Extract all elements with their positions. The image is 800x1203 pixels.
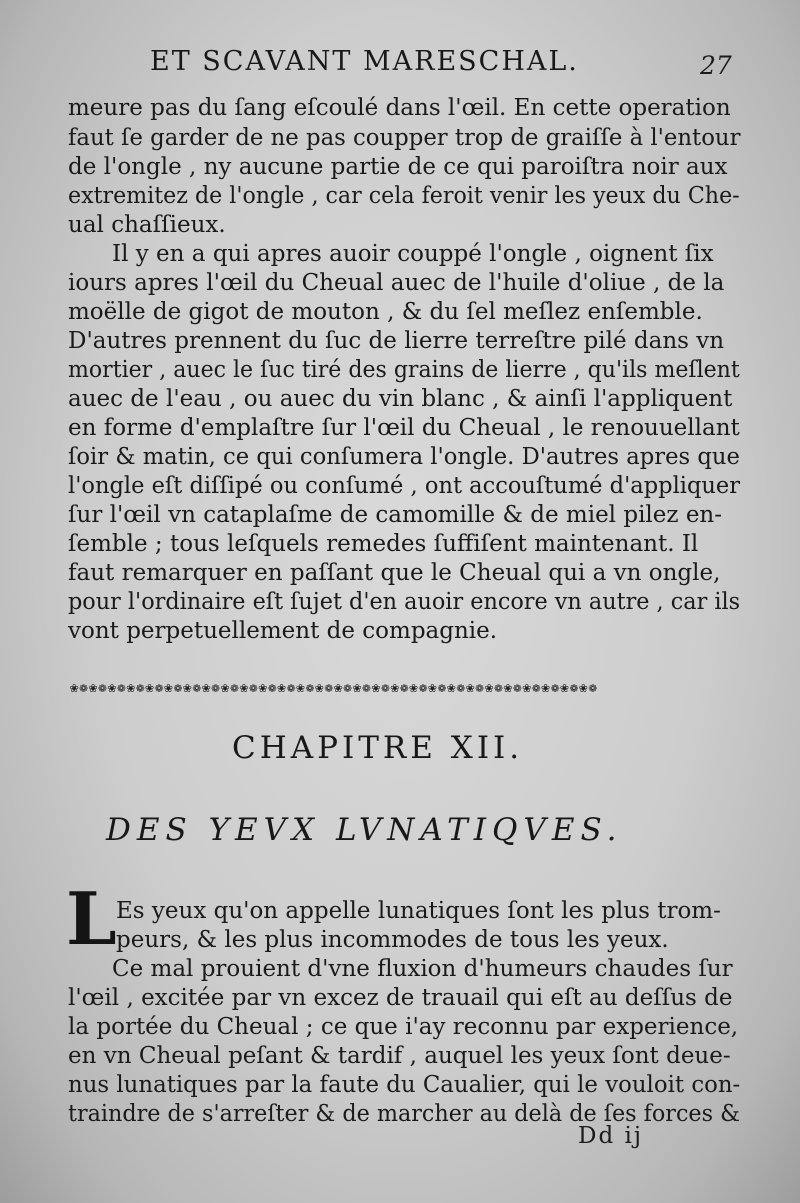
ornamental-rule: ❀❁❀❁❀❁❀❁❀❁❀❁❀❁❀❁❀❁❀❁❀❁❀❁❀❁❀❁❀❁❀❁❀❁❀❁❀❁❀❁❀❁❀❁❀❁❀❁❀❁❀❁❀❁❀❁ <box>70 680 599 696</box>
chapter-title: CHAPITRE XII. <box>232 730 524 766</box>
text-line: traindre de s'arreſter & de marcher au delà de ſes forces & <box>68 1101 740 1127</box>
text-line: auec de l'eau , ou auec du vin blanc , & ainſi l'appliquent <box>68 386 733 412</box>
text-line: pour l'ordinaire eſt ſujet d'en auoir encore vn autre , car ils <box>68 589 741 615</box>
text-line: extremitez de l'ongle , car cela feroit venir les yeux du Che- <box>68 183 740 209</box>
text-line: l'ongle eſt diſſipé ou conſumé , ont accouſtumé d'appliquer <box>68 473 741 499</box>
text-line: D'autres prennent du ſuc de lierre terreſtre pilé dans vn <box>68 328 725 354</box>
text-line: meure pas du ſang eſcoulé dans l'œil. En cette operation <box>68 95 731 121</box>
drop-cap: L <box>66 876 117 961</box>
text-line: moëlle de gigot de mouton , & du ſel meſlez enſemble. <box>68 299 703 325</box>
text-line: peurs, & les plus incommodes de tous les yeux. <box>116 927 669 953</box>
text-line: la portée du Cheual ; ce que i'ay reconnu par experience, <box>68 1014 739 1040</box>
text-line: vont perpetuellement de compagnie. <box>68 618 498 644</box>
text-line: de l'ongle , ny aucune partie de ce qui paroiſtra noir aux <box>68 154 728 180</box>
text-line: ſoir & matin, ce qui conſumera l'ongle. D'autres apres que <box>68 444 740 470</box>
running-head: ET SCAVANT MARESCHAL. <box>150 46 579 77</box>
text-line: iours apres l'œil du Cheual auec de l'huile d'oliue , de la <box>68 270 725 296</box>
text-line: nus lunatiques par la faute du Caualier, qui le vouloit con- <box>68 1072 741 1098</box>
text-line: faut ſe garder de ne pas coupper trop de graiſſe à l'entour <box>68 125 741 151</box>
chapter-subtitle: DES YEVX LVNATIQVES. <box>106 812 623 848</box>
text-line: mortier , auec le ſuc tiré des grains de lierre , qu'ils meſlent <box>68 357 740 383</box>
text-line: en vn Cheual peſant & tardif , auquel les yeux ſont deue- <box>68 1043 731 1069</box>
text-line: Es yeux qu'on appelle lunatiques ſont les plus trom- <box>116 898 721 924</box>
text-line: Ce mal prouient d'vne fluxion d'humeurs chaudes ſur <box>112 956 733 982</box>
catchword: Dd ij <box>578 1123 643 1149</box>
text-line: Il y en a qui apres auoir couppé l'ongle , oignent ſix <box>112 241 714 267</box>
text-line: ual chaſſieux. <box>68 212 226 238</box>
text-line: ſur l'œil vn cataplaſme de camomille & de miel pilez en- <box>68 502 723 528</box>
page-number: 27 <box>700 51 732 80</box>
text-line: en forme d'emplaſtre ſur l'œil du Cheual , le renouuellant <box>68 415 740 441</box>
text-line: faut remarquer en paſſant que le Cheual qui a vn ongle, <box>68 560 721 586</box>
text-line: l'œil , excitée par vn excez de trauail qui eſt au deſſus de <box>68 985 733 1011</box>
text-line: ſemble ; tous leſquels remedes ſuffiſent maintenant. Il <box>68 531 699 557</box>
